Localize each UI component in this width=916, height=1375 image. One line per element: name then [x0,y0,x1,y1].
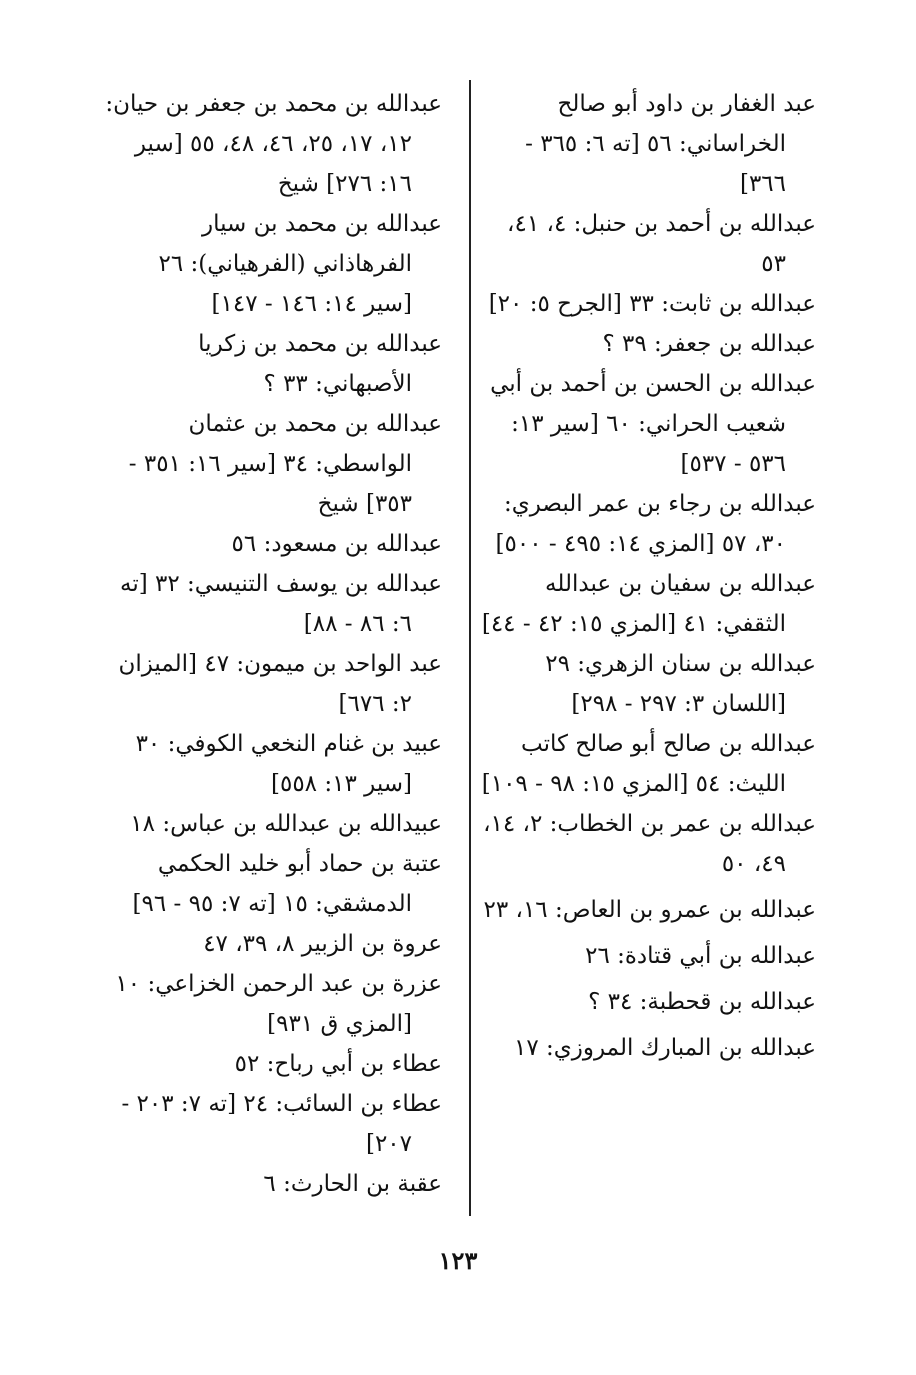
index-entry: عطاء بن أبي رباح: ٥٢ [234,1051,442,1077]
index-entry: عبدالله بن جعفر: ٣٩ ؟ [602,331,816,357]
index-column-left [104,84,442,1204]
index-entry: عبدالله بن قحطبة: ٣٤ ؟ [588,989,816,1015]
index-entry: عبدالله بن عمرو بن العاص: ١٦، ٢٣ [483,897,816,923]
index-entry: عبدالله بن سنان الزهري: ٢٩ [اللسان ٣: ٢٩٧ - ٢٩٨] [545,651,816,717]
index-entry: عبدالله بن أحمد بن حنبل: ٤، ٤١، ٥٣ [507,211,816,277]
index-entry: عبدالله بن يوسف التنيسي: ٣٢ [ته ٦: ٨٦ - ٨٨] [119,571,442,637]
index-entry: عبيد بن غنام النخعي الكوفي: ٣٠ [سير ١٣: ٥٥٨] [135,731,442,797]
index-entry: عطاء بن السائب: ٢٤ [ته ٧: ٢٠٣ - ٢٠٧] [121,1091,442,1157]
index-entry: عبدالله بن صالح أبو صالح كاتب الليث: ٥٤ [المزي ١٥: ٩٨ - ١٠٩] [481,731,816,797]
index-entry: عقبة بن الحارث: ٦ [263,1171,442,1197]
index-entry: عبدالله بن أبي قتادة: ٢٦ [585,943,816,969]
index-entry: عبدالله بن مسعود: ٥٦ [231,531,442,557]
index-entry: عزرة بن عبد الرحمن الخزاعي: ١٠ [المزي ق ٩٣١] [115,971,442,1037]
index-entry: عبدالله بن عمر بن الخطاب: ٢، ١٤، ٤٩، ٥٠ [483,811,816,877]
index-entry: عبدالله بن المبارك المروزي: ١٧ [513,1035,816,1061]
index-entry: عبد الغفار بن داود أبو صالح الخراساني: ٥٦ [ته ٦: ٣٦٥ - ٣٦٦] [525,91,816,197]
index-column-right [478,84,816,1068]
index-entry: عروة بن الزبير ٨، ٣٩، ٤٧ [203,931,442,957]
index-entry: عبد الواحد بن ميمون: ٤٧ [الميزان ٢: ٦٧٦] [118,651,442,717]
page-number: ١٢٣ [438,1246,478,1275]
index-entry: عبيدالله بن عبدالله بن عباس: ١٨ [130,811,442,837]
index-entry: عبدالله بن سفيان بن عبدالله الثقفي: ٤١ [المزي ١٥: ٤٢ - ٤٤] [481,571,816,637]
index-entry: عبدالله بن رجاء بن عمر البصري: ٣٠، ٥٧ [المزي ١٤: ٤٩٥ - ٥٠٠] [495,491,816,557]
index-entry: عبدالله بن محمد بن عثمان الواسطي: ٣٤ [سير ١٦: ٣٥١ - ٣٥٣] شيخ [128,411,442,517]
index-entry: عبدالله بن محمد بن زكريا الأصبهاني: ٣٣ ؟ [198,331,442,397]
index-entry: عتبة بن حماد أبو خليد الحكمي الدمشقي: ١٥ [ته ٧: ٩٥ - ٩٦] [132,851,442,917]
index-entry: عبدالله بن محمد بن جعفر بن حيان: ١٢، ١٧، ٢٥، ٤٦، ٤٨، ٥٥ [سير ١٦: ٢٧٦] شيخ [105,91,442,197]
index-entry: عبدالله بن محمد بن سيار الفرهاذاني (الفرهياني): ٢٦ [سير ١٤: ١٤٦ - ١٤٧] [158,211,442,317]
index-entry: عبدالله بن الحسن بن أحمد بن أبي شعيب الحراني: ٦٠ [سير ١٣: ٥٣٦ - ٥٣٧] [490,371,816,477]
column-divider [469,80,471,1216]
index-entry: عبدالله بن ثابت: ٣٣ [الجرح ٥: ٢٠] [488,291,816,317]
